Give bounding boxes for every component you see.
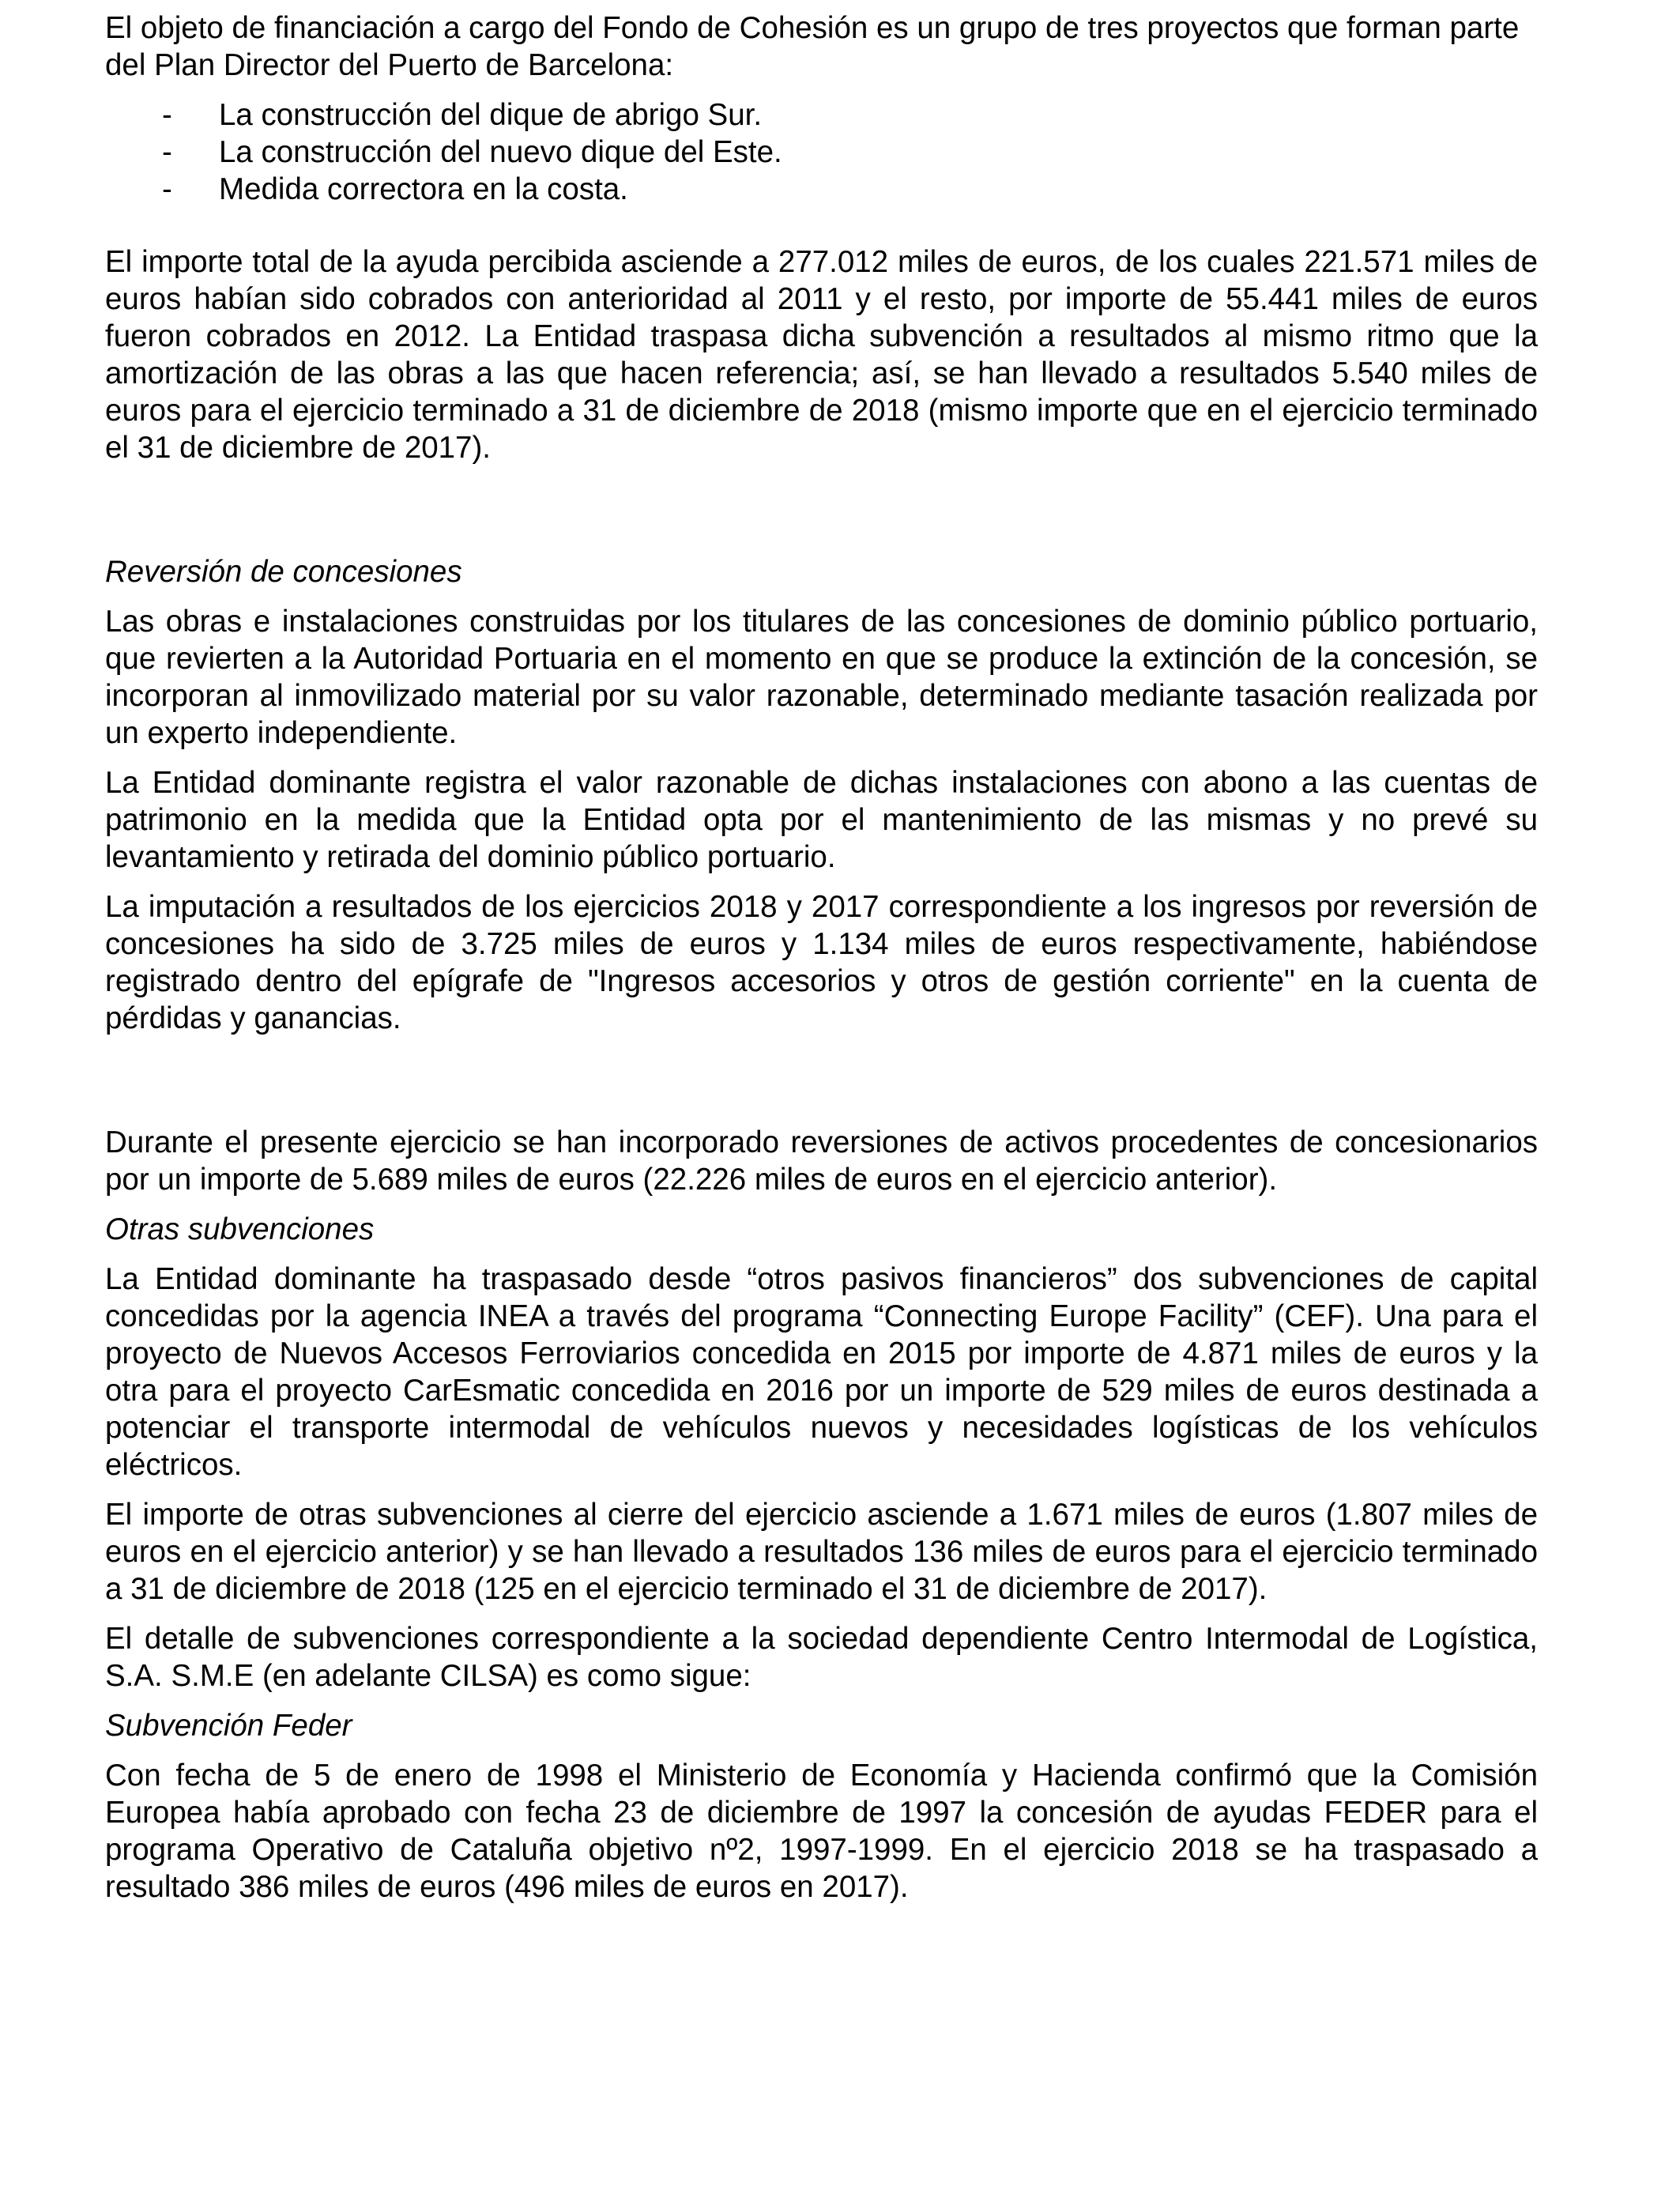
other-grants-paragraph: El detalle de subvenciones correspondiente a la sociedad dependiente Centro Intermodal de Logística, S.A. S.M.E (en adelante CILSA) es como sigue:: [105, 1622, 1538, 1693]
reversion-paragraph: Las obras e instalaciones construidas por los titulares de las concesiones de dominio público portuario, que revierten a la Autoridad Portuaria en el momento en que se produce la extinción de la concesión, se incorporan al inmovilizado material por su valor razonable, determinado mediante tasación realizada por un experto independiente.: [105, 605, 1538, 750]
reversion-paragraph: La Entidad dominante registra el valor razonable de dichas instalaciones con abono a las cuentas de patrimonio en la medida que la Entidad opta por el mantenimiento de las mismas y no prevé su levantamiento y retirada del dominio público portuario.: [105, 766, 1538, 874]
feder-paragraph: Con fecha de 5 de enero de 1998 el Ministerio de Economía y Hacienda confirmó que la Comisión Europea había aprobado con fecha 23 de diciembre de 1997 la concesión de ayudas FEDER para el programa Operativo de Cataluña objetivo nº2, 1997-1999. En el ejercicio 2018 se ha traspasado a resultado 386 miles de euros (496 miles de euros en 2017).: [105, 1759, 1538, 1904]
project-list-item: [105, 96, 1538, 134]
section-heading-feder: Subvención Feder: [105, 1709, 352, 1743]
project-list: [105, 96, 1538, 208]
list-dash-marker: -: [162, 172, 172, 206]
list-dash-marker: -: [162, 135, 172, 169]
cohesion-aid-paragraph: El importe total de la ayuda percibida asciende a 277.012 miles de euros, de los cuales 221.571 miles de euros habían sido cobrados con anterioridad al 2011 y el resto, por importe de 55.441 miles de euros fueron cobrados en 2012. La Entidad traspasa dicha subvención a resultados al mismo ritmo que la amortización de las obras a las que hacen referencia; así, se han llevado a resultados 5.540 miles de euros para el ejercicio terminado a 31 de diciembre de 2018 (mismo importe que en el ejercicio terminado el 31 de diciembre de 2017).: [105, 245, 1538, 465]
reversion-paragraph: Durante el presente ejercicio se han incorporado reversiones de activos procedentes de concesionarios por un importe de 5.689 miles de euros (22.226 miles de euros en el ejercicio anterior).: [105, 1125, 1538, 1197]
project-list-item: [105, 171, 1538, 208]
project-item-text: Medida correctora en la costa.: [219, 172, 628, 206]
list-dash-marker: -: [162, 98, 172, 132]
project-item-text: La construcción del dique de abrigo Sur.: [219, 98, 763, 132]
other-grants-paragraph: El importe de otras subvenciones al cierre del ejercicio asciende a 1.671 miles de euros (1.807 miles de euros en el ejercicio anterior) y se han llevado a resultados 136 miles de euros para el ejercicio terminado a 31 de diciembre de 2018 (125 en el ejercicio terminado el 31 de diciembre de 2017).: [105, 1498, 1538, 1606]
project-list-item: [105, 134, 1538, 171]
section-heading-reversion: Reversión de concesiones: [105, 555, 462, 589]
project-item-text: La construcción del nuevo dique del Este.: [219, 135, 782, 169]
document-page: [105, 9, 1538, 1906]
other-grants-paragraph: La Entidad dominante ha traspasado desde “otros pasivos financieros” dos subvenciones de capital concedidas por la agencia INEA a través del programa “Connecting Europe Facility” (CEF). Una para el proyecto de Nuevos Accesos Ferroviarios concedida en 2015 por importe de 4.871 miles de euros y la otra para el proyecto CarEsmatic concedida en 2016 por un importe de 529 miles de euros destinada a potenciar el transporte intermodal de vehículos nuevos y necesidades logísticas de los vehículos eléctricos.: [105, 1262, 1538, 1482]
reversion-paragraph: La imputación a resultados de los ejercicios 2018 y 2017 correspondiente a los ingresos por reversión de concesiones ha sido de 3.725 miles de euros y 1.134 miles de euros respectivamente, habiéndose registrado dentro del epígrafe de "Ingresos accesorios y otros de gestión corriente" en la cuenta de pérdidas y ganancias.: [105, 890, 1538, 1035]
intro-paragraph: El objeto de financiación a cargo del Fondo de Cohesión es un grupo de tres proyectos que forman parte del Plan Director del Puerto de Barcelona:: [105, 11, 1520, 82]
section-heading-other-grants: Otras subvenciones: [105, 1212, 375, 1246]
